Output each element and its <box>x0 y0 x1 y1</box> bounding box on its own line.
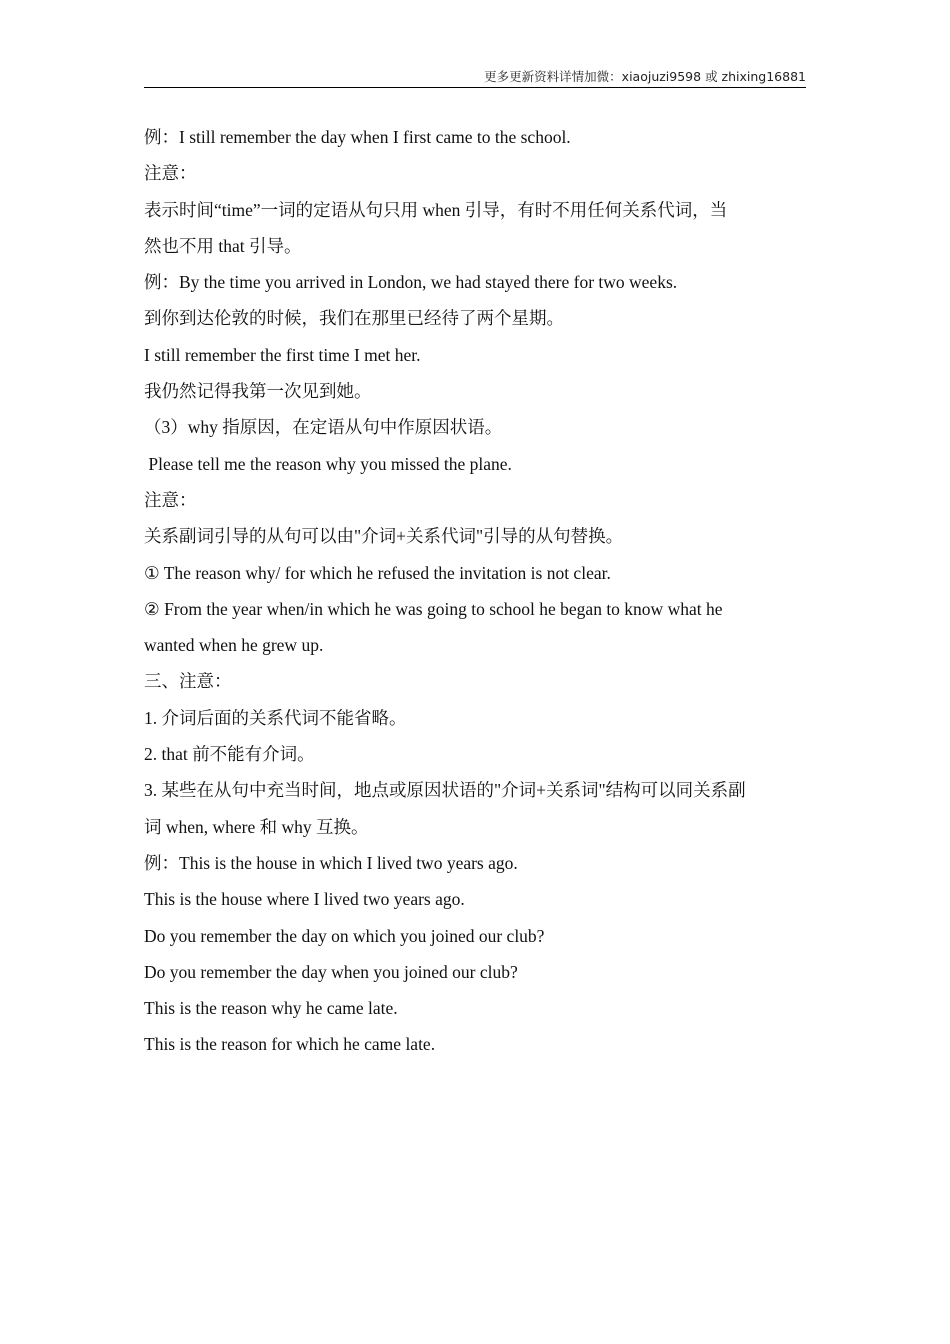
text-line: This is the reason for which he came late. <box>144 1034 436 1055</box>
text-line: 词 when, where 和 why 互换。 <box>144 816 369 837</box>
text-line: 到你到达伦敦的时候，我们在那里已经待了两个星期。 <box>144 308 564 329</box>
text-line: 表示时间“time”一词的定语从句只用 when 引导，有时不用任何关系代词，当 <box>144 199 728 220</box>
text-line: I still remember the first time I met her. <box>144 344 421 365</box>
text-line: 然也不用 that 引导。 <box>144 235 302 256</box>
text-line: 三、注意： <box>144 671 232 692</box>
text-line: 关系副词引导的从句可以由"介词+关系代词"引导的从句替换。 <box>144 526 624 547</box>
text-line: 注意： <box>144 489 197 510</box>
text-line: This is the reason why he came late. <box>144 998 398 1019</box>
text-line: 例：This is the house in which I lived two years ago. <box>144 852 518 873</box>
text-line: 2. that 前不能有介词。 <box>144 744 315 765</box>
text-line: Please tell me the reason why you missed the plane. <box>144 453 512 474</box>
document-body <box>144 119 809 1063</box>
text-line: ② From the year when/in which he was going to school he began to know what he <box>144 598 723 619</box>
text-line: Do you remember the day when you joined our club? <box>144 961 518 982</box>
text-line: 注意： <box>144 163 197 184</box>
text-line: Do you remember the day on which you joined our club? <box>144 925 545 946</box>
text-line: wanted when he grew up. <box>144 635 324 656</box>
page-header: 更多更新资料详情加微：xiaojuzi9598 或 zhixing16881 <box>144 68 806 88</box>
text-line: （3）why 指原因，在定语从句中作原因状语。 <box>144 417 503 438</box>
text-line: 例：I still remember the day when I first came to the school. <box>144 127 571 147</box>
text-line: 1. 介词后面的关系代词不能省略。 <box>144 707 407 728</box>
text-line: 我仍然记得我第一次见到她。 <box>144 381 372 402</box>
text-line: 例：By the time you arrived in London, we had stayed there for two weeks. <box>144 272 678 293</box>
text-line: This is the house where I lived two years ago. <box>144 889 465 910</box>
text-line: 3. 某些在从句中充当时间，地点或原因状语的"介词+关系词"结构可以同关系副 <box>144 780 746 801</box>
text-line: ① The reason why/ for which he refused the invitation is not clear. <box>144 562 611 583</box>
